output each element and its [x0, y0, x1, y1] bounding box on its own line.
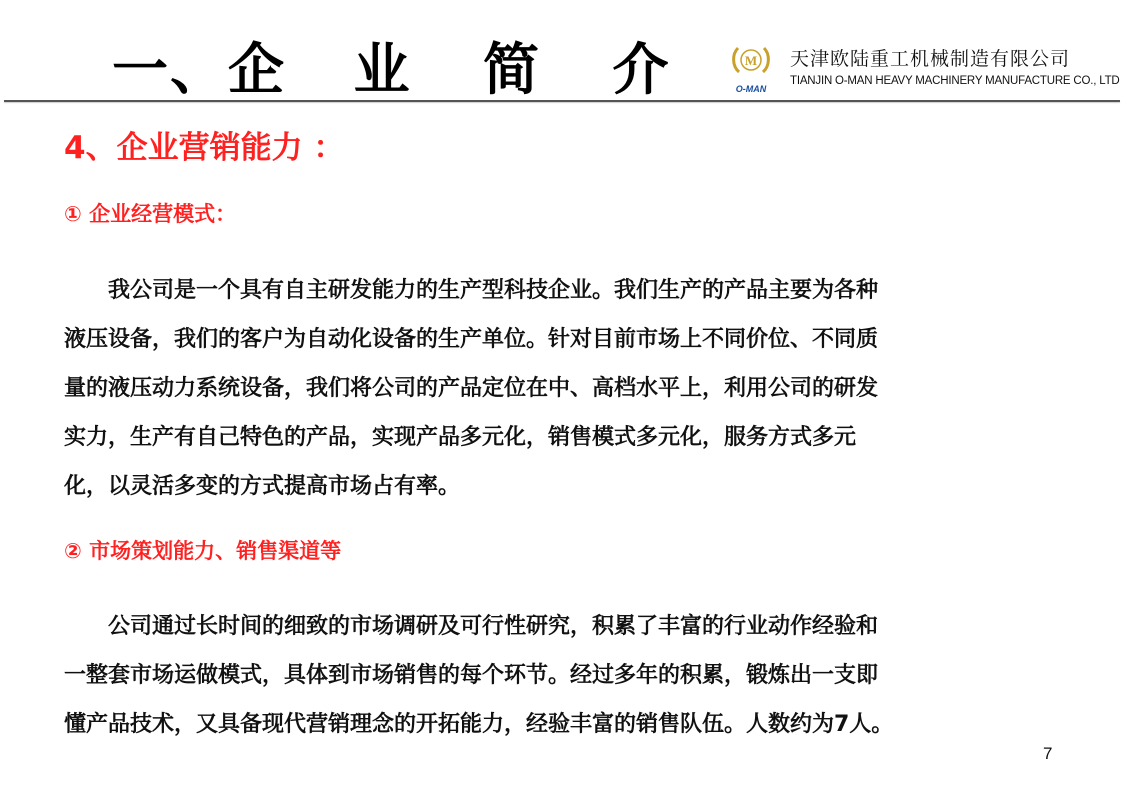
paragraph-line: 懂产品技术，又具备现代营销理念的开拓能力，经验丰富的销售队伍。人数约为7人。 [64, 712, 894, 737]
page-number: 7 [1043, 744, 1053, 763]
logo-brand: O-MAN [735, 84, 767, 94]
paragraph-line: 量的液压动力系统设备，我们将公司的产品定位在中、高档水平上，利用公司的研发 [64, 376, 879, 401]
paragraph-line: 实力，生产有自己特色的产品，实现产品多元化，销售模式多元化，服务方式多元 [64, 425, 857, 450]
paragraph-line: 化，以灵活多变的方式提高市场占有率。 [64, 474, 461, 499]
page-title-part: 一、企 [112, 38, 286, 103]
page-title-part: 简 [483, 38, 541, 103]
subsection-heading: ② 市场策划能力、销售渠道等 [64, 539, 342, 563]
page-title [112, 36, 671, 106]
header-divider [4, 100, 1120, 102]
subsection-paragraph [64, 602, 1064, 749]
page-title-part: 介 [612, 38, 671, 103]
company-logo [730, 42, 772, 94]
paragraph-line: 公司通过长时间的细致的市场调研及可行性研究，积累了丰富的行业动作经验和 [64, 614, 879, 639]
company-name-cn: 天津欧陆重工机械制造有限公司 [790, 48, 1071, 70]
paragraph-line: 我公司是一个具有自主研发能力的生产型科技企业。我们生产的产品主要为各种 [64, 278, 879, 303]
page-title-part: 业 [353, 38, 412, 103]
logo-letter: M [744, 53, 758, 68]
paragraph-line: 液压设备，我们的客户为自动化设备的生产单位。针对目前市场上不同价位、不同质 [64, 327, 879, 352]
company-name-en: TIANJIN O-MAN HEAVY MACHINERY MANUFACTURE CO., LTD [790, 75, 1120, 87]
section-title: 4、企业营销能力 ： [64, 130, 345, 166]
paragraph-line: 一整套市场运做模式，具体到市场销售的每个环节。经过多年的积累，锻炼出一支即 [64, 663, 879, 688]
subsection-paragraph [64, 266, 1064, 511]
subsection-heading: ① 企业经营模式： [64, 202, 237, 226]
